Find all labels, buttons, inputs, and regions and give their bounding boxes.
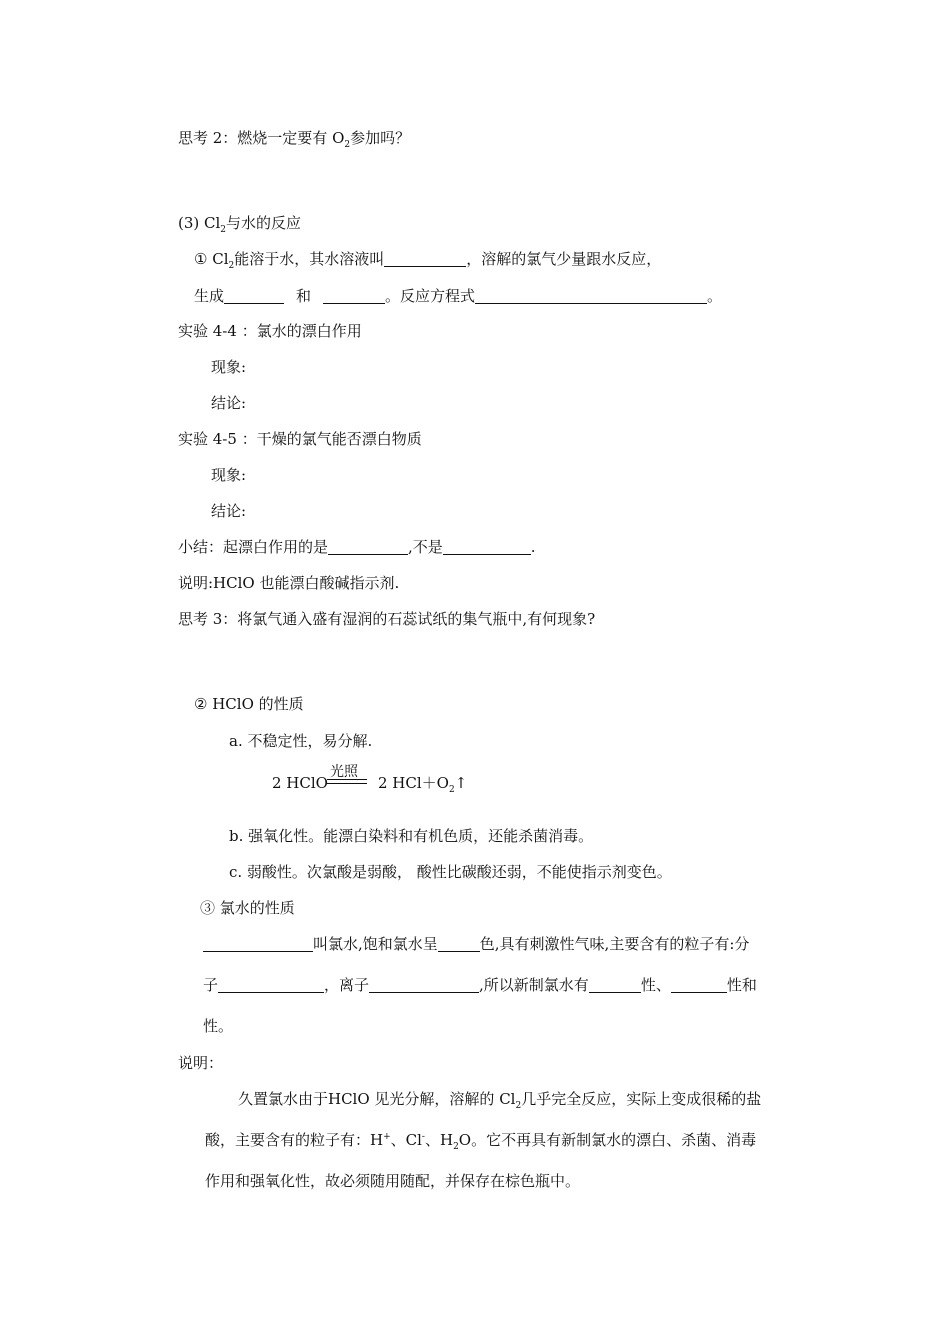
note-text: 、Cl xyxy=(390,1131,422,1149)
blank xyxy=(475,288,707,304)
equation-product: 2 HCl＋O xyxy=(377,774,449,792)
chlorine-water-line-2 xyxy=(203,975,757,995)
summary-text: ,不是 xyxy=(408,538,443,556)
subscript: 2 xyxy=(344,140,351,150)
chlorine-water-line-1 xyxy=(203,934,749,954)
experiment-4-4-phenomenon: 现象: xyxy=(211,358,247,376)
superscript: - xyxy=(421,1132,425,1142)
item-1-text: 生成 xyxy=(194,287,225,305)
chlorine-water-text: 叫氯水,饱和氯水呈 xyxy=(313,935,438,953)
think-2-text: 思考 2：燃烧一定要有 O xyxy=(178,129,345,147)
item-1-text: 和 xyxy=(296,287,312,305)
blank xyxy=(443,539,531,555)
hclo-property-b: b. 强氧化性。能漂白染料和有机色质，还能杀菌消毒。 xyxy=(229,827,594,845)
subscript: 2 xyxy=(220,225,227,235)
item-1-text: 。 xyxy=(707,287,723,305)
note-paragraph-line-3: 作用和强氧化性，故必须随用随配，并保存在棕色瓶中。 xyxy=(205,1172,581,1190)
think-3: 思考 3：将氯气通入盛有湿润的石蕊试纸的集气瓶中,有何现象? xyxy=(178,610,596,628)
note-paragraph-line-1 xyxy=(238,1089,761,1109)
chlorine-water-text: 色,具有刺激性气味,主要含有的粒子有:分 xyxy=(479,935,750,953)
summary-text: . xyxy=(530,538,536,556)
section-3-text: (3) Cl xyxy=(178,214,221,232)
note-text: 几乎完全反应，实际上变成很稀的盐 xyxy=(521,1090,762,1108)
chlorine-water-text: ，离子 xyxy=(324,976,370,994)
equals-sign xyxy=(327,779,367,784)
experiment-4-5-conclusion: 结论: xyxy=(211,502,247,520)
section-3-text-end: 与水的反应 xyxy=(226,214,302,232)
blank xyxy=(218,977,324,993)
blank xyxy=(589,977,641,993)
section-3-heading xyxy=(178,213,301,233)
note-text: 久置氯水由于HClO 见光分解，溶解的 Cl xyxy=(238,1090,516,1108)
chlorine-water-title: ③ 氯水的性质 xyxy=(200,899,295,917)
item-1-line-1 xyxy=(194,249,661,269)
experiment-4-5-title: 实验 4-5 ：干燥的氯气能否漂白物质 xyxy=(178,430,422,448)
subscript: 2 xyxy=(515,1101,522,1111)
summary-text: 小结：起漂白作用的是 xyxy=(178,538,329,556)
chlorine-water-text: 子 xyxy=(203,976,219,994)
note-text: 酸，主要含有的粒子有：H xyxy=(205,1131,384,1149)
blank xyxy=(224,288,284,304)
item-1-text: ① Cl xyxy=(194,250,229,268)
note-hclo: 说明:HClO 也能漂白酸碱指示剂. xyxy=(178,574,400,592)
experiment-4-5-phenomenon: 现象: xyxy=(211,466,247,484)
experiment-4-4-conclusion: 结论: xyxy=(211,394,247,412)
experiment-4-4-title: 实验 4-4 ：氯水的漂白作用 xyxy=(178,322,362,340)
think-2-text-end: 参加吗？ xyxy=(350,129,411,147)
item-1-line-2 xyxy=(194,286,722,306)
decomposition-equation xyxy=(272,772,467,802)
blank xyxy=(671,977,727,993)
note-text: O。它不再具有新制氯水的漂白、杀菌、消毒 xyxy=(458,1131,757,1149)
reaction-condition: 光照 xyxy=(330,764,358,780)
hclo-property-a: a. 不稳定性，易分解. xyxy=(229,732,373,750)
superscript: + xyxy=(383,1132,391,1142)
note-text: 、H xyxy=(424,1131,454,1149)
subscript: 2 xyxy=(448,785,455,795)
blank xyxy=(328,539,408,555)
item-1-text: ，溶解的氯气少量跟水反应， xyxy=(466,250,662,268)
note-paragraph-line-2 xyxy=(205,1130,756,1150)
blank xyxy=(384,251,466,267)
chlorine-water-text: 性和 xyxy=(726,976,757,994)
subscript: 2 xyxy=(228,261,235,271)
chlorine-water-text: 性、 xyxy=(640,976,671,994)
item-1-text: 能溶于水，其水溶液叫 xyxy=(234,250,385,268)
item-1-text: 。反应方程式 xyxy=(385,287,476,305)
chlorine-water-line-3: 性。 xyxy=(203,1017,234,1035)
blank xyxy=(323,288,385,304)
hclo-properties-title: ② HClO 的性质 xyxy=(194,695,304,713)
blank xyxy=(203,936,313,952)
note-label: 说明： xyxy=(178,1054,224,1072)
blank xyxy=(438,936,480,952)
think-2 xyxy=(178,128,410,148)
equation-reactant: 2 HClO xyxy=(272,774,328,792)
subscript: 2 xyxy=(453,1142,459,1152)
chlorine-water-text: ,所以新制氯水有 xyxy=(479,976,589,994)
blank xyxy=(369,977,479,993)
gas-arrow: ↑ xyxy=(454,774,468,792)
summary xyxy=(178,537,536,557)
hclo-property-c: c. 弱酸性。次氯酸是弱酸， 酸性比碳酸还弱，不能使指示剂变色。 xyxy=(229,863,672,881)
